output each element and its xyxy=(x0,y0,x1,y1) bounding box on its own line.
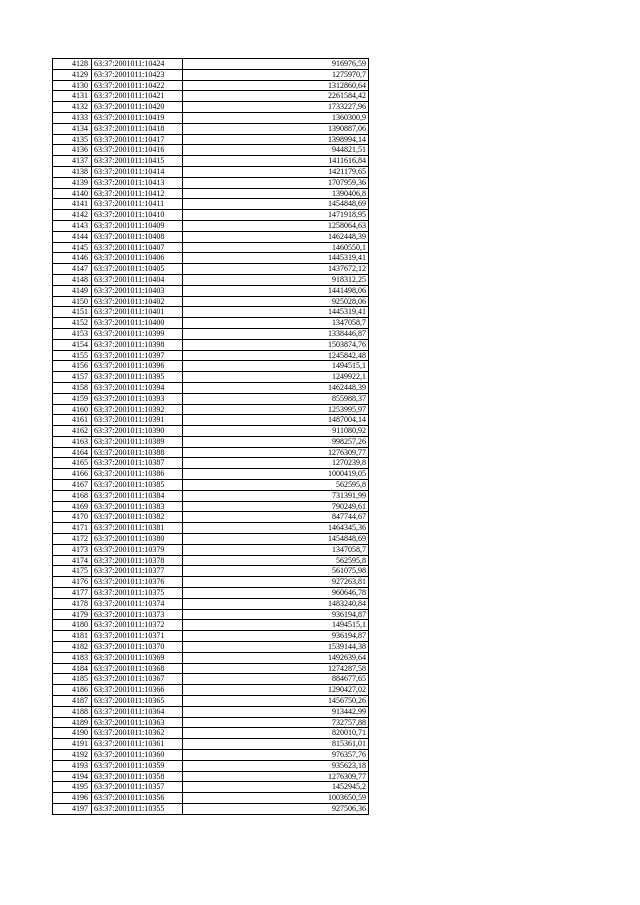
row-number-cell: 4161 xyxy=(53,415,92,426)
value-cell: 1539144,38 xyxy=(183,642,369,653)
table-row xyxy=(53,598,369,609)
table-row xyxy=(53,188,369,199)
table-row xyxy=(53,426,369,437)
row-number-cell: 4185 xyxy=(53,674,92,685)
cadastral-number-cell: 63:37:2001011:10411 xyxy=(92,199,183,210)
cadastral-number-cell: 63:37:2001011:10388 xyxy=(92,447,183,458)
value-cell: 562595,8 xyxy=(183,555,369,566)
table-row xyxy=(53,534,369,545)
cadastral-number-cell: 63:37:2001011:10400 xyxy=(92,318,183,329)
row-number-cell: 4165 xyxy=(53,458,92,469)
cadastral-number-cell: 63:37:2001011:10399 xyxy=(92,328,183,339)
value-cell: 1437672,12 xyxy=(183,264,369,275)
row-number-cell: 4167 xyxy=(53,480,92,491)
value-cell: 1276309,77 xyxy=(183,447,369,458)
row-number-cell: 4197 xyxy=(53,803,92,814)
row-number-cell: 4135 xyxy=(53,134,92,145)
cadastral-number-cell: 63:37:2001011:10382 xyxy=(92,512,183,523)
value-cell: 944821,51 xyxy=(183,145,369,156)
table-row xyxy=(53,328,369,339)
value-cell: 1487004,14 xyxy=(183,415,369,426)
row-number-cell: 4154 xyxy=(53,339,92,350)
value-cell: 1000419,05 xyxy=(183,469,369,480)
table-row xyxy=(53,220,369,231)
cadastral-number-cell: 63:37:2001011:10415 xyxy=(92,156,183,167)
value-cell: 732757,88 xyxy=(183,717,369,728)
table-row xyxy=(53,793,369,804)
row-number-cell: 4130 xyxy=(53,80,92,91)
row-number-cell: 4152 xyxy=(53,318,92,329)
cadastral-number-cell: 63:37:2001011:10356 xyxy=(92,793,183,804)
table-row xyxy=(53,717,369,728)
value-cell: 1454848,69 xyxy=(183,534,369,545)
table-row xyxy=(53,544,369,555)
value-cell: 935623,18 xyxy=(183,760,369,771)
cadastral-number-cell: 63:37:2001011:10359 xyxy=(92,760,183,771)
table-row xyxy=(53,620,369,631)
value-cell: 1275970,7 xyxy=(183,69,369,80)
table-row xyxy=(53,404,369,415)
row-number-cell: 4179 xyxy=(53,609,92,620)
cadastral-number-cell: 63:37:2001011:10363 xyxy=(92,717,183,728)
row-number-cell: 4174 xyxy=(53,555,92,566)
table-row xyxy=(53,642,369,653)
table-row xyxy=(53,447,369,458)
value-cell: 1253995,97 xyxy=(183,404,369,415)
value-cell: 927263,81 xyxy=(183,577,369,588)
cadastral-number-cell: 63:37:2001011:10413 xyxy=(92,177,183,188)
cadastral-number-cell: 63:37:2001011:10392 xyxy=(92,404,183,415)
table-row xyxy=(53,296,369,307)
row-number-cell: 4145 xyxy=(53,242,92,253)
value-cell: 1274287,58 xyxy=(183,663,369,674)
cadastral-number-cell: 63:37:2001011:10368 xyxy=(92,663,183,674)
row-number-cell: 4191 xyxy=(53,739,92,750)
cadastral-number-cell: 63:37:2001011:10418 xyxy=(92,123,183,134)
cadastral-number-cell: 63:37:2001011:10375 xyxy=(92,588,183,599)
table-row xyxy=(53,760,369,771)
cadastral-number-cell: 63:37:2001011:10362 xyxy=(92,728,183,739)
value-cell: 790249,61 xyxy=(183,501,369,512)
value-cell: 1733227,96 xyxy=(183,102,369,113)
table-row xyxy=(53,750,369,761)
row-number-cell: 4164 xyxy=(53,447,92,458)
value-cell: 976357,76 xyxy=(183,750,369,761)
table-row xyxy=(53,393,369,404)
value-cell: 1460550,1 xyxy=(183,242,369,253)
cadastral-number-cell: 63:37:2001011:10409 xyxy=(92,220,183,231)
table-row xyxy=(53,242,369,253)
row-number-cell: 4186 xyxy=(53,685,92,696)
table-row xyxy=(53,91,369,102)
cadastral-number-cell: 63:37:2001011:10364 xyxy=(92,706,183,717)
row-number-cell: 4175 xyxy=(53,566,92,577)
value-cell: 820010,71 xyxy=(183,728,369,739)
row-number-cell: 4171 xyxy=(53,523,92,534)
value-cell: 1464345,36 xyxy=(183,523,369,534)
cadastral-number-cell: 63:37:2001011:10372 xyxy=(92,620,183,631)
cadastral-number-cell: 63:37:2001011:10357 xyxy=(92,782,183,793)
row-number-cell: 4178 xyxy=(53,598,92,609)
cadastral-number-cell: 63:37:2001011:10380 xyxy=(92,534,183,545)
value-cell: 1494515,1 xyxy=(183,620,369,631)
value-cell: 1347058,7 xyxy=(183,318,369,329)
value-cell: 815361,01 xyxy=(183,739,369,750)
cadastral-number-cell: 63:37:2001011:10383 xyxy=(92,501,183,512)
table-row xyxy=(53,555,369,566)
value-cell: 1390887,06 xyxy=(183,123,369,134)
value-cell: 911080,92 xyxy=(183,426,369,437)
value-cell: 936194,87 xyxy=(183,631,369,642)
cadastral-number-cell: 63:37:2001011:10423 xyxy=(92,69,183,80)
table-row xyxy=(53,728,369,739)
table-row xyxy=(53,739,369,750)
table-row xyxy=(53,80,369,91)
row-number-cell: 4158 xyxy=(53,382,92,393)
table-row xyxy=(53,501,369,512)
cadastral-number-cell: 63:37:2001011:10393 xyxy=(92,393,183,404)
value-cell: 847744,67 xyxy=(183,512,369,523)
row-number-cell: 4162 xyxy=(53,426,92,437)
row-number-cell: 4150 xyxy=(53,296,92,307)
row-number-cell: 4142 xyxy=(53,210,92,221)
cadastral-number-cell: 63:37:2001011:10397 xyxy=(92,350,183,361)
cadastral-number-cell: 63:37:2001011:10376 xyxy=(92,577,183,588)
table-row xyxy=(53,631,369,642)
table-row xyxy=(53,372,369,383)
table-row xyxy=(53,102,369,113)
value-cell: 1421179,65 xyxy=(183,166,369,177)
cadastral-number-cell: 63:37:2001011:10386 xyxy=(92,469,183,480)
table-row xyxy=(53,166,369,177)
cadastral-number-cell: 63:37:2001011:10403 xyxy=(92,285,183,296)
value-cell: 1441498,06 xyxy=(183,285,369,296)
row-number-cell: 4148 xyxy=(53,274,92,285)
cadastral-number-cell: 63:37:2001011:10420 xyxy=(92,102,183,113)
cadastral-number-cell: 63:37:2001011:10367 xyxy=(92,674,183,685)
table-row xyxy=(53,145,369,156)
row-number-cell: 4144 xyxy=(53,231,92,242)
row-number-cell: 4156 xyxy=(53,361,92,372)
cadastral-number-cell: 63:37:2001011:10361 xyxy=(92,739,183,750)
value-cell: 884677,65 xyxy=(183,674,369,685)
cadastral-number-cell: 63:37:2001011:10404 xyxy=(92,274,183,285)
value-cell: 1270239,8 xyxy=(183,458,369,469)
cadastral-number-cell: 63:37:2001011:10366 xyxy=(92,685,183,696)
row-number-cell: 4136 xyxy=(53,145,92,156)
table-row xyxy=(53,609,369,620)
cadastral-number-cell: 63:37:2001011:10391 xyxy=(92,415,183,426)
cadastral-number-cell: 63:37:2001011:10405 xyxy=(92,264,183,275)
cadastral-number-cell: 63:37:2001011:10396 xyxy=(92,361,183,372)
table-row xyxy=(53,69,369,80)
row-number-cell: 4132 xyxy=(53,102,92,113)
table-row xyxy=(53,156,369,167)
value-cell: 1360300,9 xyxy=(183,112,369,123)
row-number-cell: 4184 xyxy=(53,663,92,674)
row-number-cell: 4172 xyxy=(53,534,92,545)
cadastral-number-cell: 63:37:2001011:10410 xyxy=(92,210,183,221)
row-number-cell: 4149 xyxy=(53,285,92,296)
table-row xyxy=(53,803,369,814)
value-cell: 1462448,39 xyxy=(183,382,369,393)
cadastral-number-cell: 63:37:2001011:10407 xyxy=(92,242,183,253)
cadastral-number-cell: 63:37:2001011:10384 xyxy=(92,490,183,501)
row-number-cell: 4139 xyxy=(53,177,92,188)
value-cell: 1492639,64 xyxy=(183,652,369,663)
row-number-cell: 4176 xyxy=(53,577,92,588)
cadastral-number-cell: 63:37:2001011:10422 xyxy=(92,80,183,91)
cadastral-number-cell: 63:37:2001011:10424 xyxy=(92,59,183,70)
value-cell: 1290427,02 xyxy=(183,685,369,696)
cadastral-number-cell: 63:37:2001011:10360 xyxy=(92,750,183,761)
row-number-cell: 4189 xyxy=(53,717,92,728)
table-row xyxy=(53,577,369,588)
value-cell: 1347058,7 xyxy=(183,544,369,555)
row-number-cell: 4188 xyxy=(53,706,92,717)
value-cell: 1445319,41 xyxy=(183,253,369,264)
row-number-cell: 4182 xyxy=(53,642,92,653)
data-table-body xyxy=(53,59,369,815)
cadastral-number-cell: 63:37:2001011:10389 xyxy=(92,436,183,447)
table-row xyxy=(53,339,369,350)
table-row xyxy=(53,782,369,793)
cadastral-number-cell: 63:37:2001011:10379 xyxy=(92,544,183,555)
row-number-cell: 4193 xyxy=(53,760,92,771)
row-number-cell: 4134 xyxy=(53,123,92,134)
row-number-cell: 4151 xyxy=(53,307,92,318)
table-row xyxy=(53,588,369,599)
value-cell: 1707959,36 xyxy=(183,177,369,188)
value-cell: 562595,8 xyxy=(183,480,369,491)
cadastral-number-cell: 63:37:2001011:10355 xyxy=(92,803,183,814)
row-number-cell: 4196 xyxy=(53,793,92,804)
value-cell: 1258064,63 xyxy=(183,220,369,231)
table-row xyxy=(53,134,369,145)
table-row xyxy=(53,523,369,534)
value-cell: 925028,06 xyxy=(183,296,369,307)
table-row xyxy=(53,566,369,577)
value-cell: 916976,59 xyxy=(183,59,369,70)
row-number-cell: 4187 xyxy=(53,696,92,707)
table-row xyxy=(53,674,369,685)
row-number-cell: 4190 xyxy=(53,728,92,739)
cadastral-number-cell: 63:37:2001011:10365 xyxy=(92,696,183,707)
table-row xyxy=(53,210,369,221)
row-number-cell: 4147 xyxy=(53,264,92,275)
cadastral-number-cell: 63:37:2001011:10417 xyxy=(92,134,183,145)
value-cell: 1276309,77 xyxy=(183,771,369,782)
table-row xyxy=(53,361,369,372)
row-number-cell: 4129 xyxy=(53,69,92,80)
cadastral-number-cell: 63:37:2001011:10416 xyxy=(92,145,183,156)
cadastral-number-cell: 63:37:2001011:10421 xyxy=(92,91,183,102)
row-number-cell: 4181 xyxy=(53,631,92,642)
value-cell: 2261584,42 xyxy=(183,91,369,102)
table-row xyxy=(53,318,369,329)
cadastral-number-cell: 63:37:2001011:10406 xyxy=(92,253,183,264)
cadastral-number-cell: 63:37:2001011:10390 xyxy=(92,426,183,437)
table-row xyxy=(53,771,369,782)
value-cell: 1445319,41 xyxy=(183,307,369,318)
cadastral-number-cell: 63:37:2001011:10412 xyxy=(92,188,183,199)
value-cell: 731391,99 xyxy=(183,490,369,501)
value-cell: 1452945,2 xyxy=(183,782,369,793)
row-number-cell: 4133 xyxy=(53,112,92,123)
table-row xyxy=(53,469,369,480)
table-row xyxy=(53,436,369,447)
row-number-cell: 4140 xyxy=(53,188,92,199)
cadastral-number-cell: 63:37:2001011:10377 xyxy=(92,566,183,577)
table-row xyxy=(53,685,369,696)
cadastral-number-cell: 63:37:2001011:10371 xyxy=(92,631,183,642)
value-cell: 1483240,84 xyxy=(183,598,369,609)
table-row xyxy=(53,458,369,469)
cadastral-number-cell: 63:37:2001011:10358 xyxy=(92,771,183,782)
row-number-cell: 4160 xyxy=(53,404,92,415)
table-row xyxy=(53,285,369,296)
table-row xyxy=(53,199,369,210)
row-number-cell: 4168 xyxy=(53,490,92,501)
row-number-cell: 4194 xyxy=(53,771,92,782)
row-number-cell: 4141 xyxy=(53,199,92,210)
table-row xyxy=(53,512,369,523)
row-number-cell: 4177 xyxy=(53,588,92,599)
value-cell: 998257,26 xyxy=(183,436,369,447)
cadastral-number-cell: 63:37:2001011:10378 xyxy=(92,555,183,566)
row-number-cell: 4183 xyxy=(53,652,92,663)
row-number-cell: 4170 xyxy=(53,512,92,523)
table-row xyxy=(53,112,369,123)
cadastral-number-cell: 63:37:2001011:10387 xyxy=(92,458,183,469)
value-cell: 1471918,95 xyxy=(183,210,369,221)
value-cell: 913442,99 xyxy=(183,706,369,717)
cadastral-number-cell: 63:37:2001011:10373 xyxy=(92,609,183,620)
row-number-cell: 4180 xyxy=(53,620,92,631)
cadastral-number-cell: 63:37:2001011:10419 xyxy=(92,112,183,123)
table-row xyxy=(53,253,369,264)
cadastral-number-cell: 63:37:2001011:10381 xyxy=(92,523,183,534)
row-number-cell: 4163 xyxy=(53,436,92,447)
cadastral-number-cell: 63:37:2001011:10414 xyxy=(92,166,183,177)
value-cell: 1338446,87 xyxy=(183,328,369,339)
value-cell: 1454848,69 xyxy=(183,199,369,210)
table-row xyxy=(53,59,369,70)
cadastral-number-cell: 63:37:2001011:10402 xyxy=(92,296,183,307)
cadastral-number-cell: 63:37:2001011:10385 xyxy=(92,480,183,491)
value-cell: 1494515,1 xyxy=(183,361,369,372)
row-number-cell: 4143 xyxy=(53,220,92,231)
row-number-cell: 4169 xyxy=(53,501,92,512)
value-cell: 1411616,84 xyxy=(183,156,369,167)
value-cell: 936194,87 xyxy=(183,609,369,620)
value-cell: 960646,78 xyxy=(183,588,369,599)
table-row xyxy=(53,307,369,318)
table-row xyxy=(53,231,369,242)
value-cell: 1390406,8 xyxy=(183,188,369,199)
row-number-cell: 4157 xyxy=(53,372,92,383)
row-number-cell: 4173 xyxy=(53,544,92,555)
table-row xyxy=(53,123,369,134)
cadastral-number-cell: 63:37:2001011:10369 xyxy=(92,652,183,663)
table-row xyxy=(53,350,369,361)
row-number-cell: 4138 xyxy=(53,166,92,177)
value-cell: 1398994,14 xyxy=(183,134,369,145)
table-row xyxy=(53,382,369,393)
table-row xyxy=(53,696,369,707)
value-cell: 1003650,59 xyxy=(183,793,369,804)
row-number-cell: 4131 xyxy=(53,91,92,102)
data-table xyxy=(52,58,369,815)
value-cell: 1456750,26 xyxy=(183,696,369,707)
cadastral-number-cell: 63:37:2001011:10374 xyxy=(92,598,183,609)
row-number-cell: 4137 xyxy=(53,156,92,167)
value-cell: 1312860,64 xyxy=(183,80,369,91)
row-number-cell: 4195 xyxy=(53,782,92,793)
table-row xyxy=(53,274,369,285)
table-row xyxy=(53,177,369,188)
value-cell: 1249922,1 xyxy=(183,372,369,383)
row-number-cell: 4146 xyxy=(53,253,92,264)
table-row xyxy=(53,490,369,501)
value-cell: 1245842,48 xyxy=(183,350,369,361)
row-number-cell: 4155 xyxy=(53,350,92,361)
row-number-cell: 4159 xyxy=(53,393,92,404)
table-row xyxy=(53,663,369,674)
cadastral-number-cell: 63:37:2001011:10370 xyxy=(92,642,183,653)
table-row xyxy=(53,415,369,426)
value-cell: 1503874,76 xyxy=(183,339,369,350)
cadastral-number-cell: 63:37:2001011:10398 xyxy=(92,339,183,350)
table-row xyxy=(53,706,369,717)
table-row xyxy=(53,480,369,491)
cadastral-number-cell: 63:37:2001011:10401 xyxy=(92,307,183,318)
value-cell: 927506,36 xyxy=(183,803,369,814)
table-row xyxy=(53,264,369,275)
row-number-cell: 4192 xyxy=(53,750,92,761)
value-cell: 918312,25 xyxy=(183,274,369,285)
row-number-cell: 4128 xyxy=(53,59,92,70)
value-cell: 561075,98 xyxy=(183,566,369,577)
row-number-cell: 4153 xyxy=(53,328,92,339)
cadastral-number-cell: 63:37:2001011:10394 xyxy=(92,382,183,393)
row-number-cell: 4166 xyxy=(53,469,92,480)
table-row xyxy=(53,652,369,663)
value-cell: 1462448,39 xyxy=(183,231,369,242)
cadastral-number-cell: 63:37:2001011:10395 xyxy=(92,372,183,383)
value-cell: 855988,37 xyxy=(183,393,369,404)
cadastral-number-cell: 63:37:2001011:10408 xyxy=(92,231,183,242)
